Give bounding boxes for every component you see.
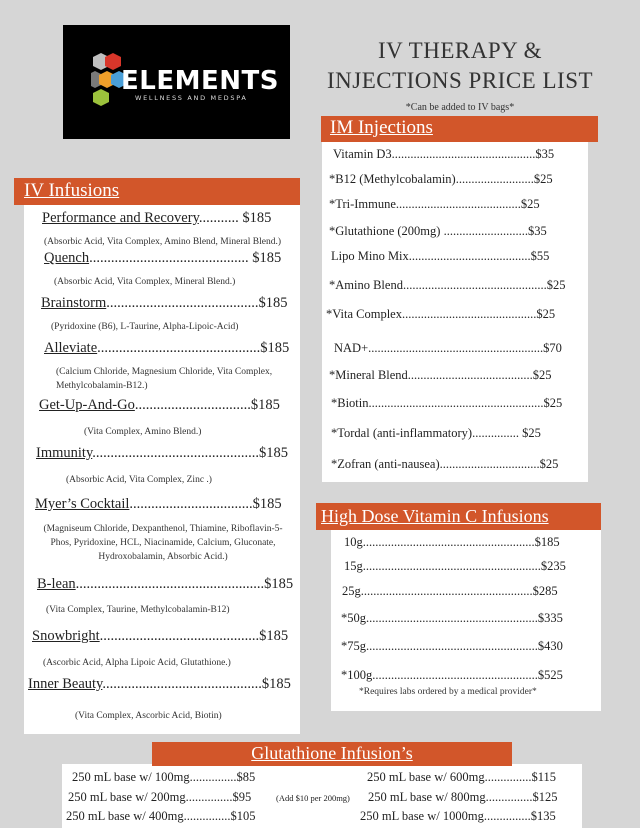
im-item: *Tri-Immune........................................$25 [329, 197, 540, 211]
iv-item: Alleviate.............................................$185 [44, 340, 290, 356]
iv-item: Inner Beauty............................................$185 [28, 676, 291, 692]
im-item: *Vita Complex...........................................$25 [326, 307, 556, 321]
vitc-item: 10g.......................................................$185 [344, 535, 560, 549]
gluta-item: 250 mL base w/ 200mg...............$95 [68, 790, 252, 804]
iv-item: Brainstorm..........................................$185 [41, 295, 288, 311]
iv-item-desc: (Absorbic Acid, Vita Complex, Mineral Blend.) [54, 277, 236, 287]
iv-item-desc: (Absorbic Acid, Vita Complex, Amino Blend, Mineral Blend.) [44, 237, 281, 247]
iv-heading: IV Infusions [14, 178, 300, 205]
vitc-item: *75g.......................................................$430 [341, 639, 563, 653]
gluta-item: 250 mL base w/ 600mg...............$115 [367, 770, 556, 784]
iv-panel [24, 200, 300, 734]
iv-item: Snowbright............................................$185 [32, 628, 289, 644]
vitc-item: *50g.......................................................$335 [341, 611, 563, 625]
im-item: NAD+........................................................$70 [334, 341, 562, 355]
gluta-add-note: (Add $10 per 200mg) [276, 793, 350, 803]
gluta-heading: Glutathione Infusion’s [152, 742, 512, 766]
iv-item-desc: (Vita Complex, Taurine, Methylcobalamin-B12) [46, 605, 230, 615]
iv-item: B-lean....................................................$185 [37, 576, 294, 592]
iv-item-desc: (Ascorbic Acid, Alpha Lipoic Acid, Glutathione.) [43, 658, 231, 668]
logo [63, 25, 290, 139]
top-note: *Can be added to IV bags* [405, 102, 515, 113]
iv-item: Myer’s Cocktail..................................$185 [35, 496, 282, 512]
iv-item-desc: (Absorbic Acid, Vita Complex, Zinc .) [66, 475, 212, 485]
im-item: *Mineral Blend........................................$25 [329, 368, 552, 382]
im-item: *Amino Blend..............................................$25 [329, 278, 566, 292]
iv-item: Performance and Recovery........... $185 [42, 210, 272, 226]
im-heading: IM Injections [321, 116, 598, 142]
im-item: *B12 (Methylcobalamin).........................$25 [329, 172, 553, 186]
iv-item-desc: (Pyridoxine (B6), L-Taurine, Alpha-Lipoic-Acid) [51, 322, 239, 332]
im-item: *Zofran (anti-nausea)................................$25 [331, 457, 559, 471]
vitc-item: 15g.........................................................$235 [344, 559, 566, 573]
vitc-item: *100g.....................................................$525 [341, 668, 563, 682]
page-title-line2: INJECTIONS PRICE LIST [326, 68, 594, 93]
page-title-line1: IV THERAPY & [377, 38, 543, 63]
gluta-panel [62, 764, 582, 828]
im-item: Lipo Mino Mix.......................................$55 [331, 249, 550, 263]
gluta-item: 250 mL base w/ 1000mg...............$135 [360, 809, 556, 823]
iv-item: Quench............................................ $185 [44, 250, 282, 266]
gluta-item: 250 mL base w/ 100mg...............$85 [72, 770, 256, 784]
im-item: *Biotin........................................................$25 [331, 396, 563, 410]
vitc-note: *Requires labs ordered by a medical provider* [359, 687, 537, 697]
im-item: *Tordal (anti-inflammatory)............... $25 [331, 426, 541, 440]
im-item: *Glutathione (200mg) ...........................$35 [329, 224, 547, 238]
iv-item-desc: (Vita Complex, Ascorbic Acid, Biotin) [75, 711, 222, 721]
iv-item: Get-Up-And-Go................................$185 [39, 397, 280, 413]
iv-item-desc: (Magniseum Chloride, Dexpanthenol, Thiamine, Riboflavin-5-Phos, Pyridoxine, HCL, Niacinamide, Calcium, Gluconate, Hydroxobalamin, Absorbic Acid.) [43, 524, 283, 562]
iv-item-desc: (Vita Complex, Amino Blend.) [84, 427, 202, 437]
vitc-item: 25g.......................................................$285 [342, 584, 558, 598]
gluta-item: 250 mL base w/ 400mg...............$105 [66, 809, 256, 823]
vitc-panel [331, 527, 601, 711]
im-item: Vitamin D3..............................................$35 [333, 147, 555, 161]
iv-item-desc: (Calcium Chloride, Magnesium Chloride, Vita Complex, Methylcobalamin-B12.) [56, 367, 273, 391]
logo-tagline: WELLNESS AND MEDSPA [135, 94, 248, 102]
gluta-item: 250 mL base w/ 800mg...............$125 [368, 790, 558, 804]
iv-item: Immunity..............................................$185 [36, 445, 289, 461]
im-panel [322, 138, 588, 482]
vitc-heading: High Dose Vitamin C Infusions [316, 503, 601, 530]
logo-wordmark: ELEMENTS [121, 66, 279, 96]
